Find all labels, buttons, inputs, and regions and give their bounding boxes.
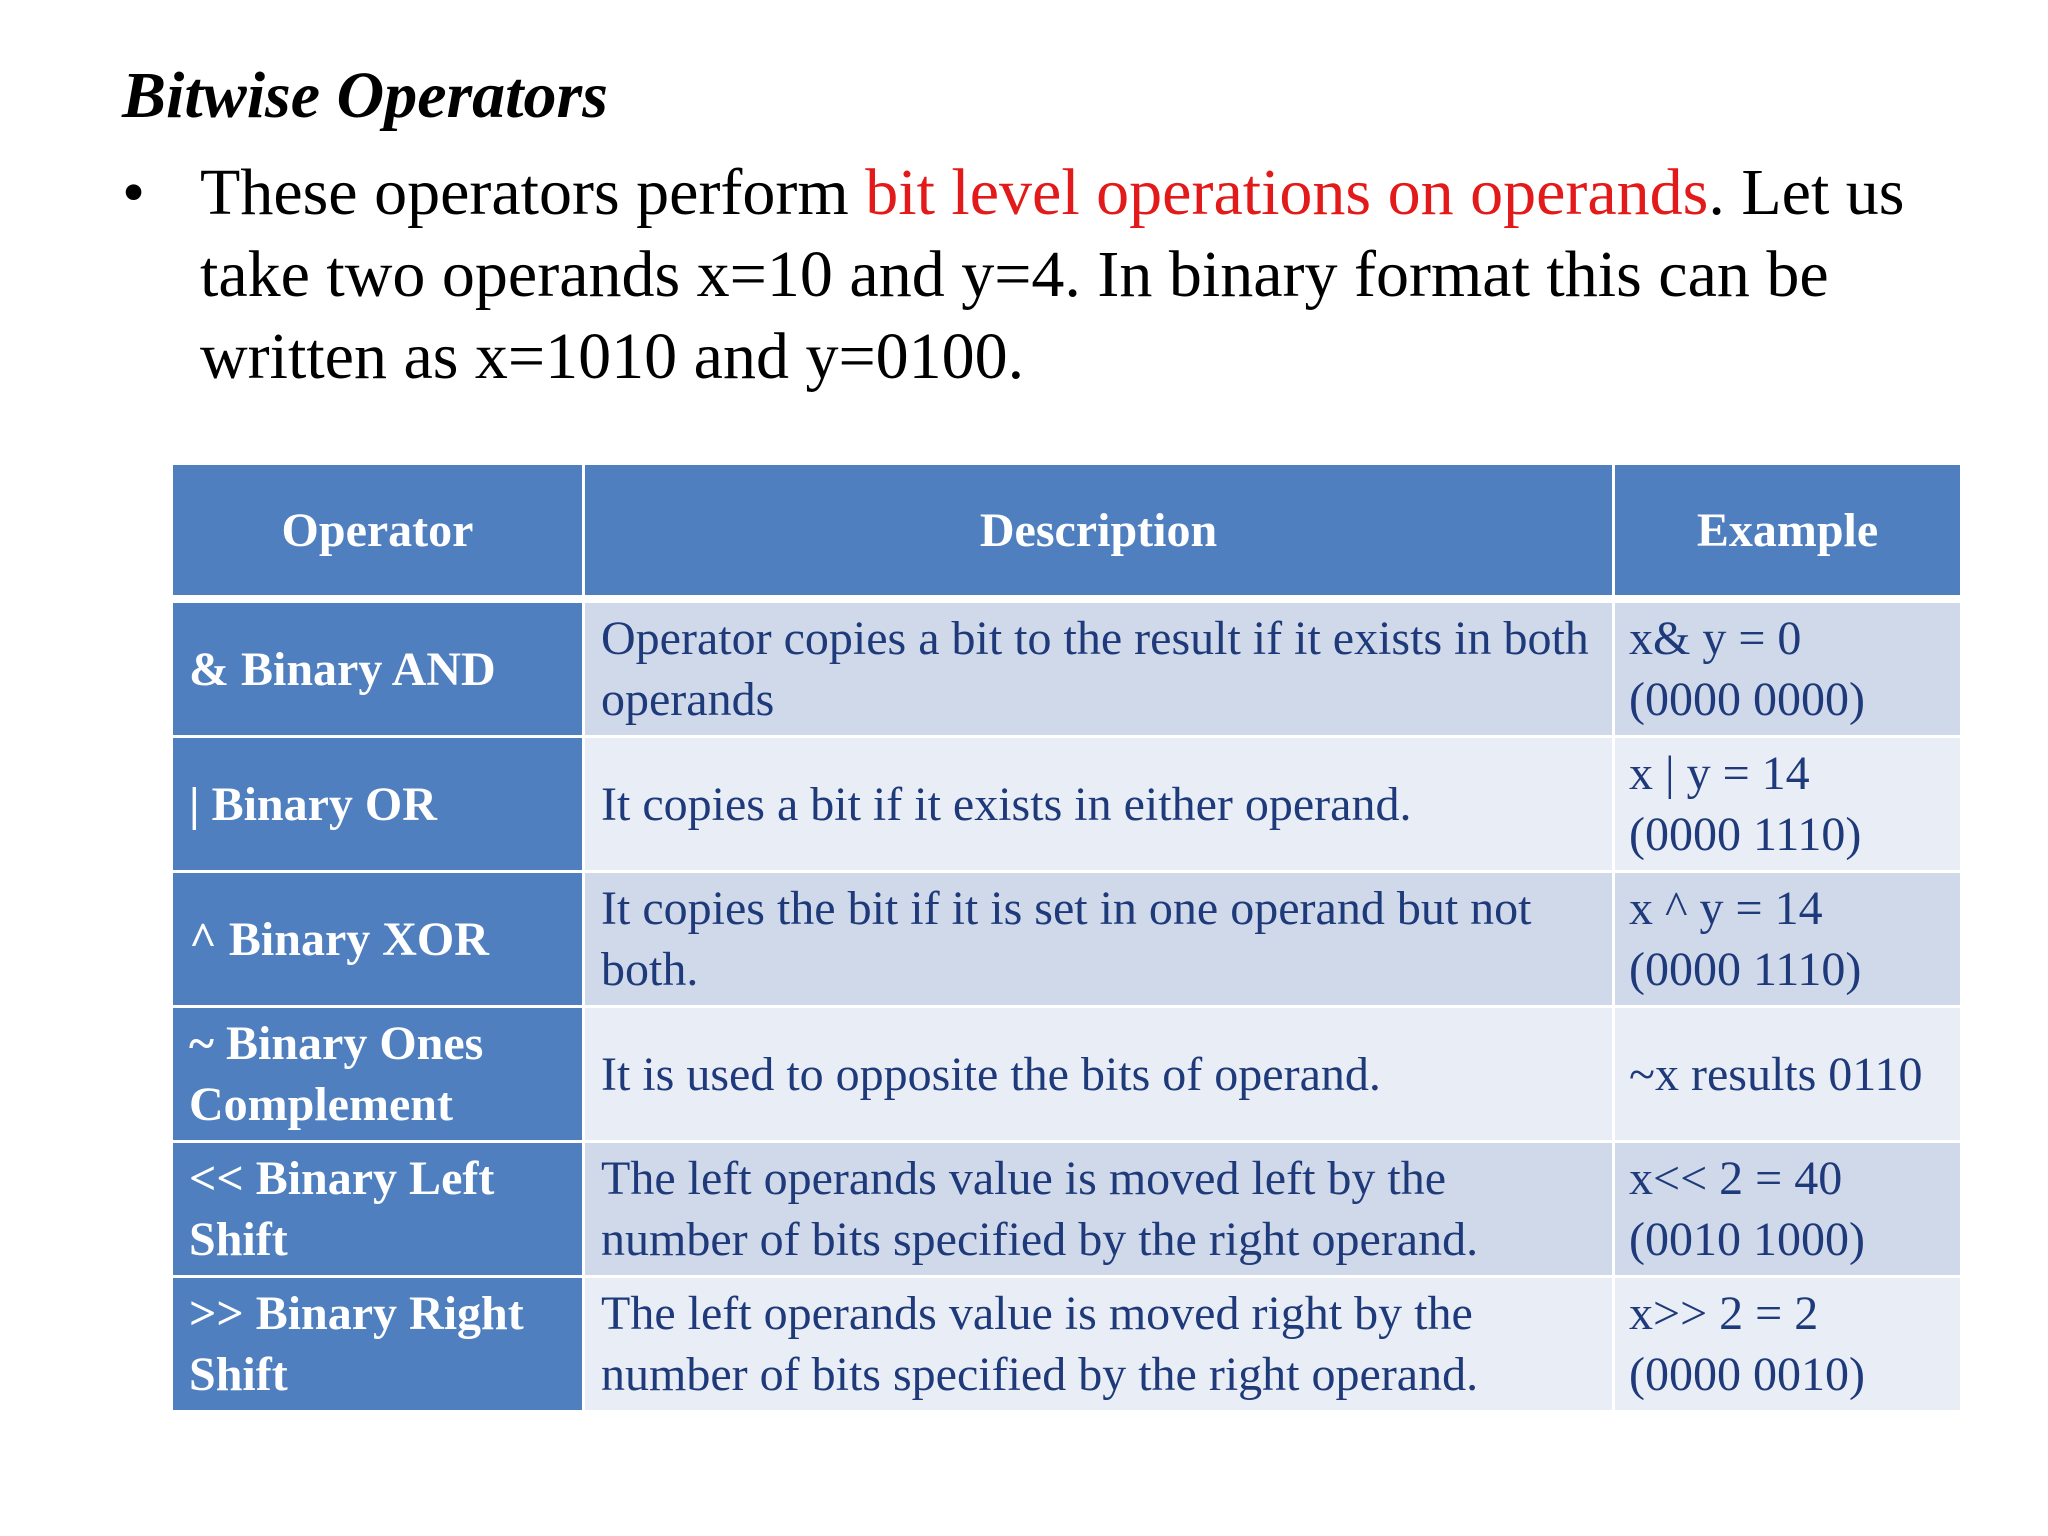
example-cell — [1614, 872, 1962, 1007]
bullet-icon: • — [122, 156, 146, 229]
slide-title: Bitwise Operators — [122, 59, 608, 132]
header-example: Example — [1614, 464, 1962, 600]
operator-cell: ~ Binary Ones Complement — [172, 1007, 584, 1142]
header-operator: Operator — [172, 464, 584, 600]
description-cell: It copies a bit if it exists in either operand. — [584, 737, 1614, 872]
bullet-text-intro: These operators perform — [200, 156, 866, 229]
example-expression: x>> 2 = 2 — [1629, 1287, 1819, 1340]
operator-cell: | Binary OR — [172, 737, 584, 872]
example-binary: (0000 1110) — [1629, 943, 1862, 996]
description-cell: The left operands value is moved left by the number of bits specified by the right operand. — [584, 1142, 1614, 1277]
example-cell — [1614, 1007, 1962, 1142]
bullet-text-highlight: bit level operations on operands — [865, 156, 1709, 229]
operator-cell: ^ Binary XOR — [172, 872, 584, 1007]
example-cell — [1614, 1277, 1962, 1412]
operator-cell: & Binary AND — [172, 599, 584, 737]
example-expression: x& y = 0 — [1629, 612, 1802, 665]
example-binary: (0000 1110) — [1629, 808, 1862, 861]
description-cell: It is used to opposite the bits of operand. — [584, 1007, 1614, 1142]
example-expression: ~x results 0110 — [1629, 1047, 1923, 1101]
description-cell: It copies the bit if it is set in one operand but not both. — [584, 872, 1614, 1007]
example-binary: (0010 1000) — [1629, 1213, 1865, 1266]
operator-cell: >> Binary Right Shift — [172, 1277, 584, 1412]
table-row — [172, 737, 1962, 872]
operator-cell: << Binary Left Shift — [172, 1142, 584, 1277]
description-cell: The left operands value is moved right by the number of bits specified by the right operand. — [584, 1277, 1614, 1412]
table-row — [172, 1277, 1962, 1412]
table-row — [172, 599, 1962, 737]
example-cell — [1614, 737, 1962, 872]
example-cell — [1614, 599, 1962, 737]
example-binary: (0000 0000) — [1629, 673, 1865, 726]
description-cell: Operator copies a bit to the result if it exists in both operands — [584, 599, 1614, 737]
header-description: Description — [584, 464, 1614, 600]
table-row — [172, 872, 1962, 1007]
operators-table — [170, 462, 1963, 1413]
example-cell — [1614, 1142, 1962, 1277]
bullet-text-rest: . Let us take two operands x=10 and y=4. In binary format this can be written as x=1010 and y=0100. — [200, 156, 1905, 393]
example-expression: x<< 2 = 40 — [1629, 1152, 1843, 1205]
table-header-row — [172, 464, 1962, 600]
example-binary: (0000 0010) — [1629, 1348, 1865, 1401]
table-row — [172, 1007, 1962, 1142]
example-expression: x | y = 14 — [1629, 747, 1810, 800]
example-expression: x ^ y = 14 — [1629, 882, 1823, 935]
bullet-text — [200, 152, 2030, 398]
table-row — [172, 1142, 1962, 1277]
